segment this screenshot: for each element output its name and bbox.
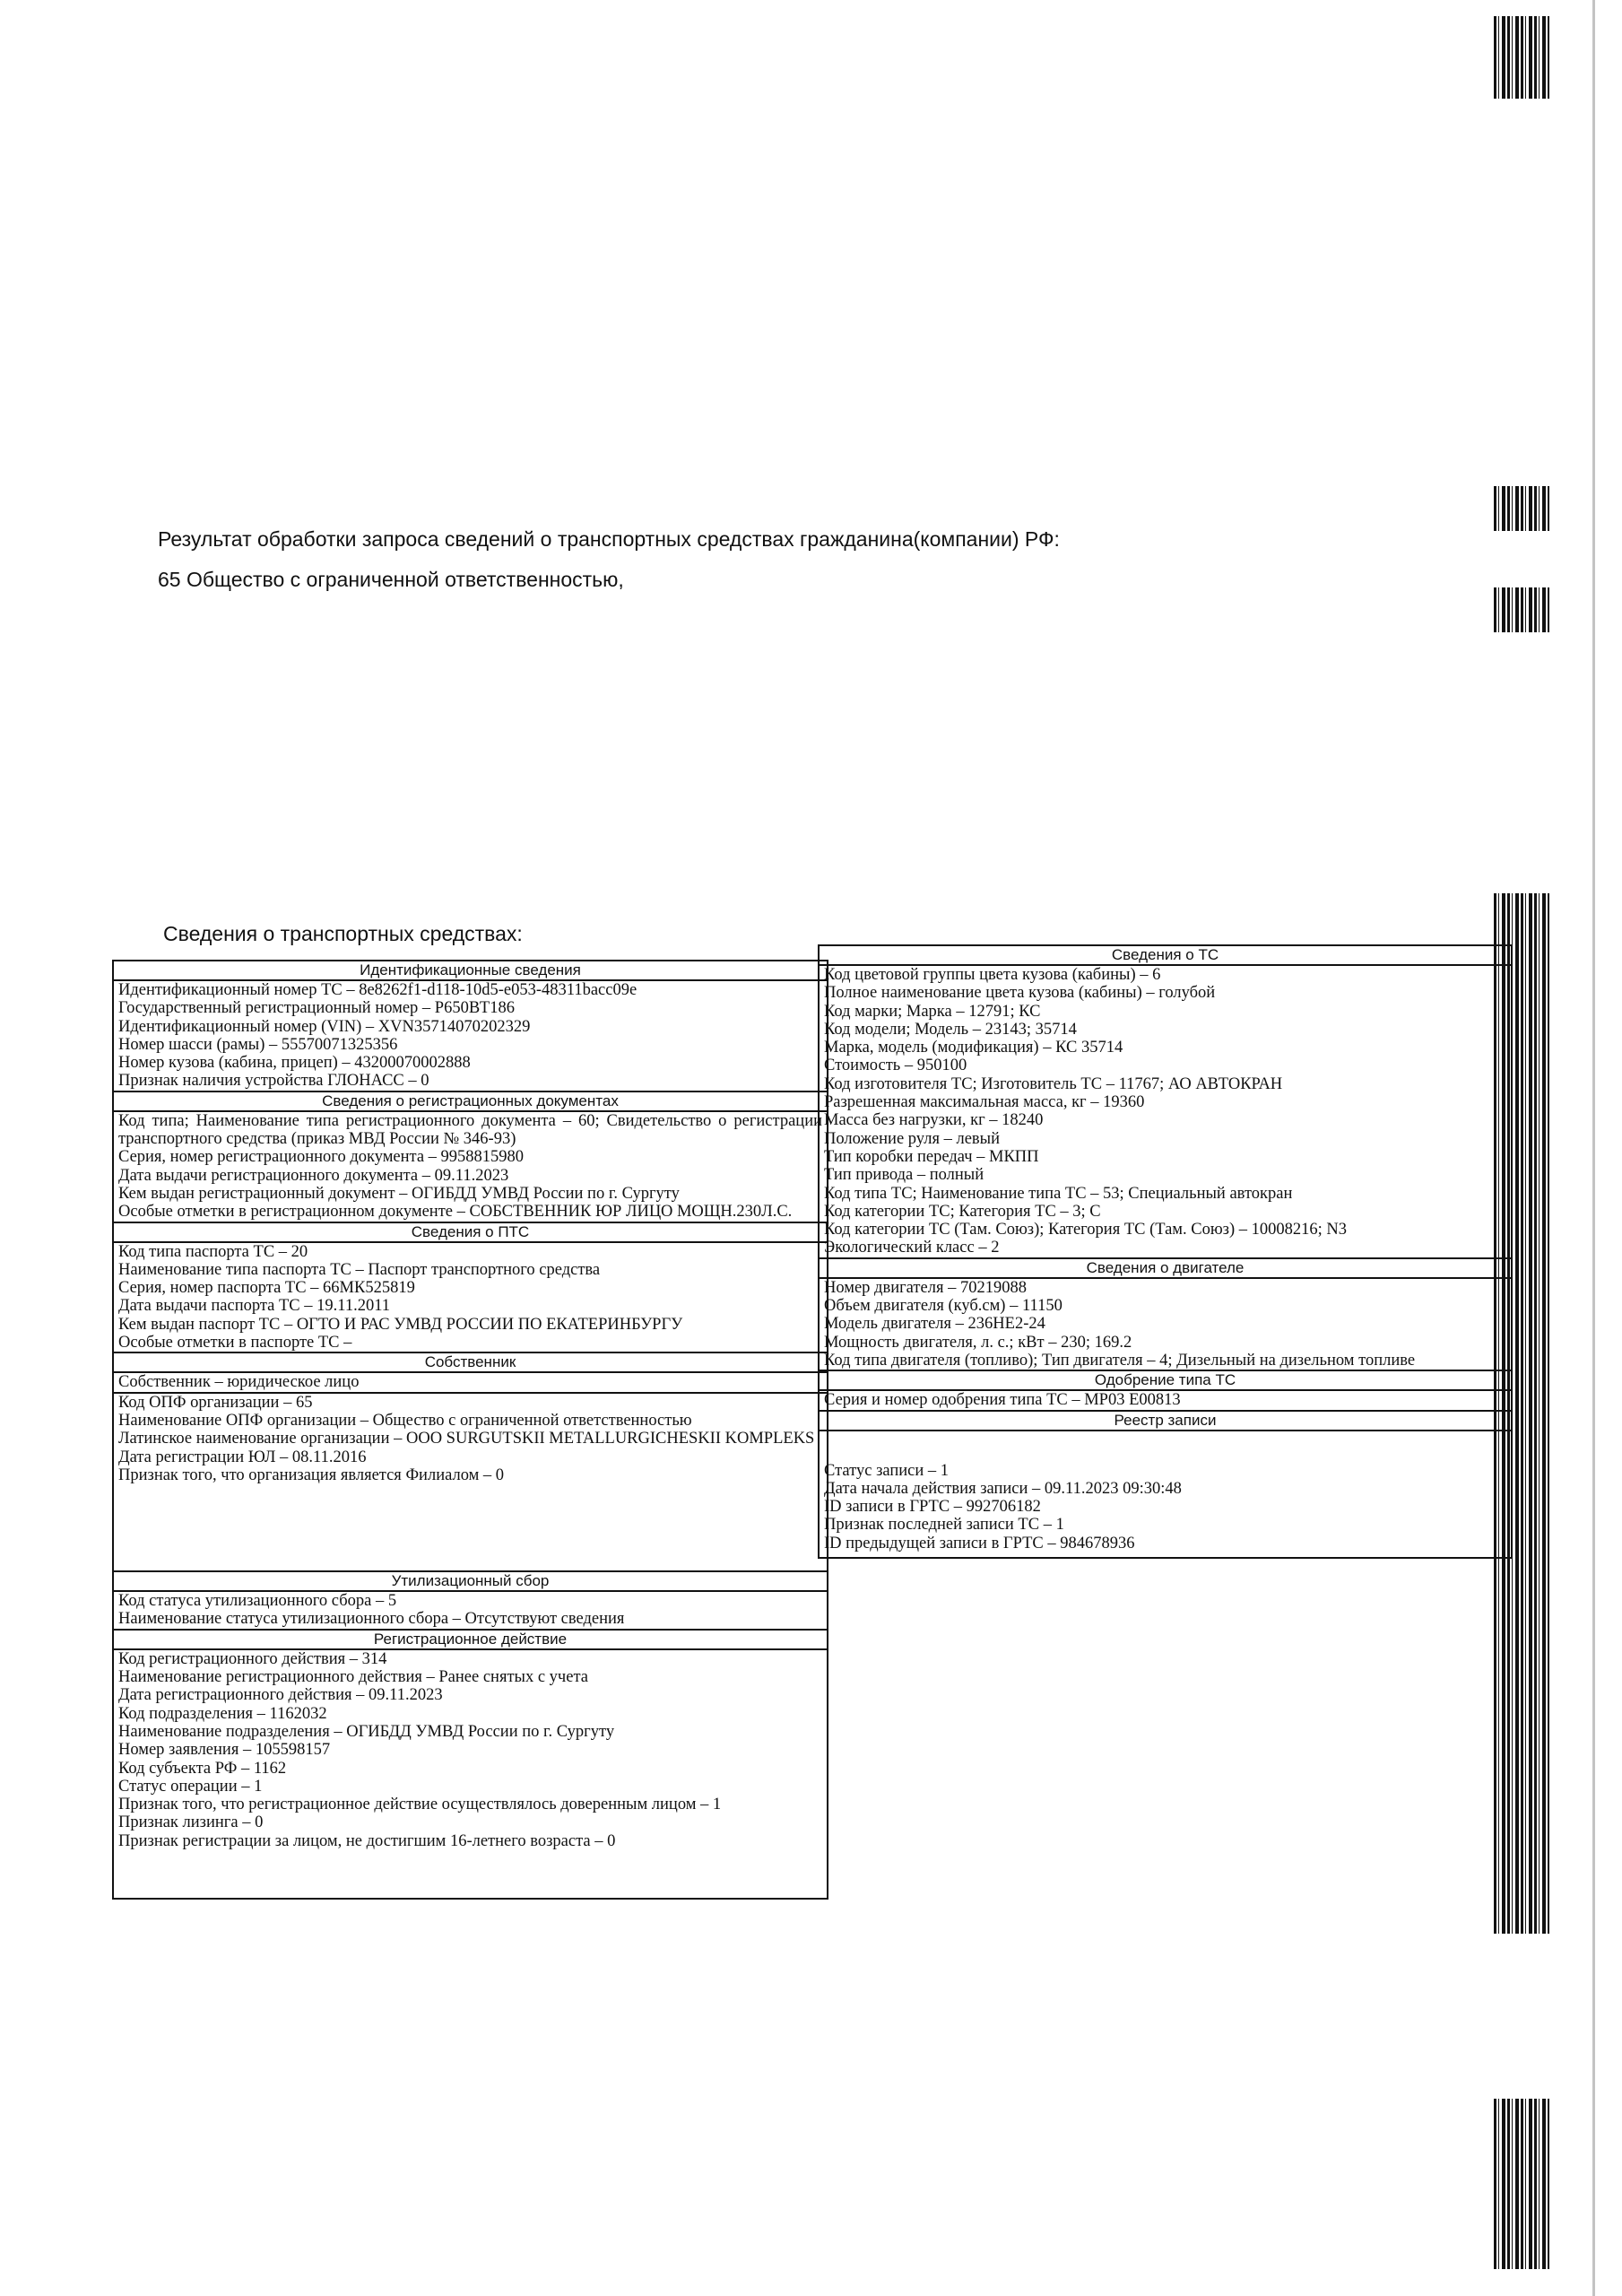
pts-row: Наименование типа паспорта ТС – Паспорт транспортного средства (118, 1260, 601, 1279)
regaction-row: Дата регистрационного действия – 09.11.2023 (118, 1686, 443, 1705)
barcode-strip-upper (1494, 486, 1549, 531)
registry-row: Статус записи – 1 (824, 1461, 950, 1480)
owner-row: Дата регистрации ЮЛ – 08.11.2016 (118, 1448, 367, 1466)
ts-row: Масса без нагрузки, кг – 18240 (824, 1111, 1044, 1130)
section-header-ident: Идентификационные сведения (114, 961, 827, 981)
regdocs-row: Особые отметки в регистрационном документе – СОБСТВЕННИК ЮР ЛИЦО МОЩН.230Л.С. (118, 1203, 793, 1222)
ts-row: Тип привода – полный (824, 1166, 984, 1185)
section-header-util: Утилизационный сбор (114, 1570, 827, 1592)
section-header-owner: Собственник (114, 1352, 827, 1373)
engine-row: Объем двигателя (куб.см) – 11150 (824, 1297, 1063, 1316)
barcode-strip-upper-2 (1494, 587, 1549, 632)
ts-row: Код марки; Марка – 12791; КС (824, 1002, 1041, 1021)
regaction-row: Признак лизинга – 0 (118, 1813, 264, 1832)
registry-blank-space (820, 1431, 1511, 1462)
regaction-row: Наименование подразделения – ОГИБДД УМВД России по г. Сургуту (118, 1722, 615, 1741)
regaction-row: Номер заявления – 105598157 (118, 1741, 331, 1760)
section-header-registry: Реестр записи (820, 1410, 1511, 1431)
barcode-strip-top (1494, 16, 1549, 99)
section-header-regdocs: Сведения о регистрационных документах (114, 1091, 827, 1112)
ts-row: Код цветовой группы цвета кузова (кабины) – 6 (824, 966, 1161, 984)
vehicles-caption: Сведения о транспортных средствах: (163, 922, 523, 945)
barcode-strip-bottom (1494, 2099, 1549, 2269)
regaction-row: Признак того, что регистрационное действие осуществлялось доверенным лицом – 1 (118, 1796, 722, 1814)
registry-row: Дата начала действия записи – 09.11.2023 09:30:48 (824, 1479, 1182, 1498)
ident-row: Номер кузова (кабина, прицеп) – 43200070002888 (118, 1054, 471, 1073)
section-header-regaction: Регистрационное действие (114, 1629, 827, 1650)
regaction-row: Код регистрационного действия – 314 (118, 1649, 387, 1668)
ts-row: Разрешенная максимальная масса, кг – 19360 (824, 1093, 1145, 1112)
owner-blank-space (114, 1484, 827, 1570)
ident-row: Номер шасси (рамы) – 55570071325356 (118, 1035, 398, 1054)
regdocs-row: Серия, номер регистрационного документа – 9958815980 (118, 1148, 525, 1167)
util-row: Наименование статуса утилизационного сбора – Отсутствуют сведения (118, 1610, 625, 1629)
ident-row: Признак наличия устройства ГЛОНАСС – 0 (118, 1072, 429, 1091)
regaction-row: Признак регистрации за лицом, не достигшим 16-летнего возраста – 0 (118, 1831, 616, 1850)
regdocs-row: Дата выдачи регистрационного документа – 09.11.2023 (118, 1166, 509, 1185)
regaction-row: Статус операции – 1 (118, 1777, 263, 1796)
ts-row: Положение руля – левый (824, 1129, 1000, 1148)
intro-line-1: Результат обработки запроса сведений о транспортных средствах гражданина(компании) РФ: (158, 527, 1060, 551)
ident-row: Идентификационный номер (VIN) – XVN35714070202329 (118, 1017, 531, 1036)
regdocs-row: Кем выдан регистрационный документ – ОГИБДД УМВД России по г. Сургуту (118, 1184, 680, 1203)
owner-row: Латинское наименование организации – ООО SURGUTSKII METALLURGICHESKII KOMPLEKS (118, 1430, 815, 1448)
engine-row: Модель двигателя – 236НЕ2-24 (824, 1315, 1045, 1334)
owner-row: Код ОПФ организации – 65 (118, 1393, 313, 1412)
ts-row: Код типа ТС; Наименование типа ТС – 53; Специальный автокран (824, 1184, 1293, 1203)
ts-row: Экологический класс – 2 (824, 1239, 1000, 1257)
ts-row: Код модели; Модель – 23143; 35714 (824, 1020, 1077, 1039)
pts-row: Код типа паспорта ТС – 20 (118, 1242, 308, 1261)
approval-row: Серия и номер одобрения типа ТС – МР03 Е00813 (824, 1391, 1181, 1410)
section-header-pts: Сведения о ПТС (114, 1222, 827, 1243)
owner-row: Наименование ОПФ организации – Общество с ограниченной ответственностью (118, 1411, 692, 1430)
engine-row: Мощность двигателя, л. с.; кВт – 230; 169.2 (824, 1333, 1132, 1352)
regaction-row: Код подразделения – 1162032 (118, 1704, 327, 1723)
registry-row: ID предыдущей записи в ГРТС – 984678936 (824, 1534, 1135, 1552)
ident-row: Государственный регистрационный номер – Р650ВТ186 (118, 999, 515, 1018)
owner-row: Собственник – юридическое лицо (114, 1373, 827, 1393)
scan-edge-line (1592, 0, 1595, 2296)
ts-row: Марка, модель (модификация) – КС 35714 (824, 1039, 1123, 1057)
intro-line-2: 65 Общество с ограниченной ответственностью, (158, 568, 624, 591)
pts-row: Серия, номер паспорта ТС – 66МК525819 (118, 1279, 415, 1298)
regaction-row: Наименование регистрационного действия – Ранее снятых с учета (118, 1668, 588, 1687)
ts-row: Код изготовителя ТС; Изготовитель ТС – 11767; АО АВТОКРАН (824, 1074, 1283, 1093)
section-header-approval: Одобрение типа ТС (820, 1370, 1511, 1391)
ts-row: Код категории ТС (Там. Союз); Категория ТС (Там. Союз) – 10008216; N3 (824, 1221, 1348, 1239)
engine-row: Номер двигателя – 70219088 (824, 1278, 1027, 1297)
util-row: Код статуса утилизационного сбора – 5 (118, 1592, 397, 1611)
right-column-table (818, 944, 1513, 1559)
owner-row: Признак того, что организация является Филиалом – 0 (118, 1465, 505, 1484)
ident-row: Идентификационный номер ТС – 8e8262f1-d118-10d5-e053-48311bacc09e (118, 981, 638, 999)
ts-row: Тип коробки передач – МКПП (824, 1147, 1039, 1166)
regdocs-row: Код типа; Наименование типа регистрационного документа – 60; Свидетельство о регистрации транспортного средства (приказ МВД России № 346-93) (118, 1111, 822, 1149)
registry-row: Признак последней записи ТС – 1 (824, 1516, 1064, 1535)
ts-row: Код категории ТС; Категория ТС – 3; С (824, 1202, 1101, 1221)
engine-row: Код типа двигателя (топливо); Тип двигателя – 4; Дизельный на дизельном топливе (824, 1351, 1416, 1370)
pts-row: Кем выдан паспорт ТС – ОГТО И РАС УМВД РОССИИ ПО ЕКАТЕРИНБУРГУ (118, 1315, 683, 1334)
pts-row: Дата выдачи паспорта ТС – 19.11.2011 (118, 1297, 391, 1316)
pts-row: Особые отметки в паспорте ТС – (118, 1334, 352, 1352)
section-header-engine: Сведения о двигателе (820, 1257, 1511, 1279)
ts-row: Полное наименование цвета кузова (кабины) – голубой (824, 984, 1216, 1003)
ts-row: Стоимость – 950100 (824, 1057, 967, 1075)
section-header-ts: Сведения о ТС (820, 946, 1511, 966)
registry-row: ID записи в ГРТС – 992706182 (824, 1498, 1041, 1517)
left-column-table (112, 960, 828, 1900)
regaction-row: Код субъекта РФ – 1162 (118, 1759, 287, 1778)
